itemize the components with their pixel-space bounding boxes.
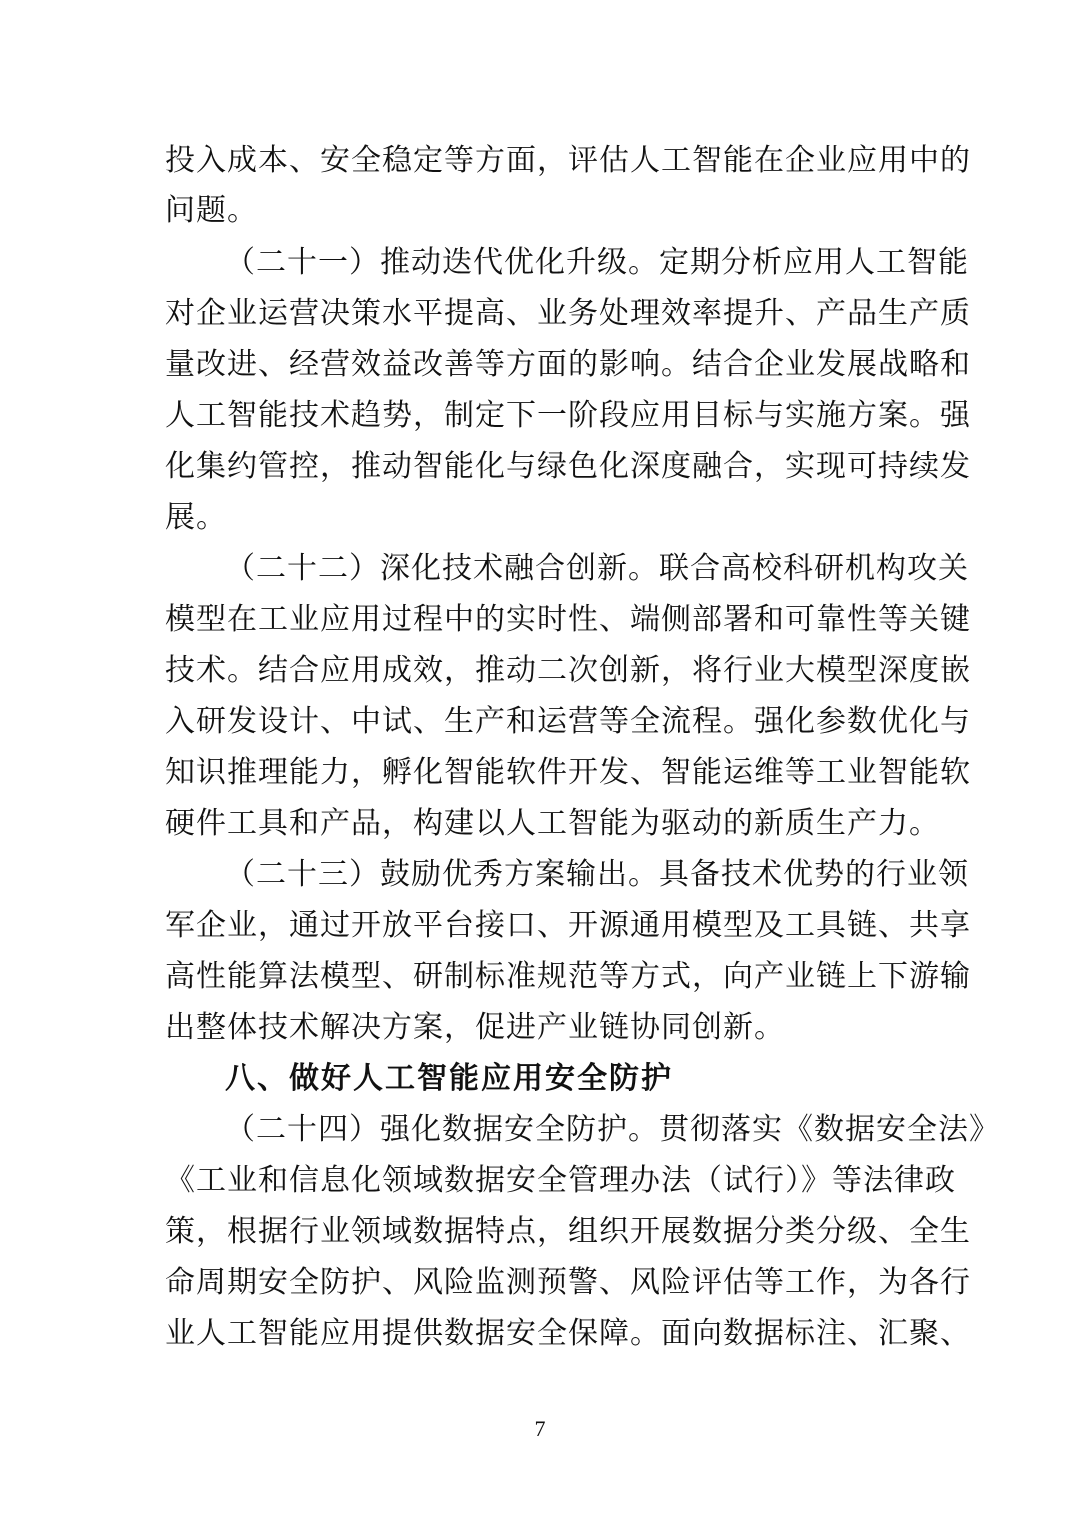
text-line: 硬件工具和产品，构建以人工智能为驱动的新质生产力。: [165, 806, 940, 841]
text-line: 高性能算法模型、研制标准规范等方式，向产业链上下游输: [165, 959, 971, 994]
text-line: 技术。结合应用成效，推动二次创新，将行业大模型深度嵌: [165, 653, 971, 688]
paragraph-first-line: （二十四）强化数据安全防护。贯彻落实《数据安全法》: [225, 1112, 1000, 1147]
text-line: 投入成本、安全稳定等方面，评估人工智能在企业应用中的: [165, 143, 971, 178]
text-line: 入研发设计、中试、生产和运营等全流程。强化参数优化与: [165, 704, 971, 739]
text-line: 人工智能技术趋势，制定下一阶段应用目标与实施方案。强: [165, 398, 971, 433]
text-line: 知识推理能力，孵化智能软件开发、智能运维等工业智能软: [165, 755, 971, 790]
text-line: 问题。: [165, 193, 258, 228]
text-line: 量改进、经营效益改善等方面的影响。结合企业发展战略和: [165, 347, 971, 382]
text-line: 业人工智能应用提供数据安全保障。面向数据标注、汇聚、: [165, 1316, 971, 1351]
text-line: 军企业，通过开放平台接口、开源通用模型及工具链、共享: [165, 908, 971, 943]
paragraph-first-line: （二十二）深化技术融合创新。联合高校科研机构攻关: [225, 551, 969, 586]
text-line: 化集约管控，推动智能化与绿色化深度融合，实现可持续发: [165, 449, 971, 484]
text-line: 模型在工业应用过程中的实时性、端侧部署和可靠性等关键: [165, 602, 971, 637]
section-heading: 八、做好人工智能应用安全防护: [225, 1061, 673, 1096]
text-line: 策，根据行业领域数据特点，组织开展数据分类分级、全生: [165, 1214, 971, 1249]
text-line: 出整体技术解决方案，促进产业链协同创新。: [165, 1010, 785, 1045]
text-line: 《工业和信息化领域数据安全管理办法（试行）》等法律政: [165, 1163, 956, 1198]
text-line: 对企业运营决策水平提高、业务处理效率提升、产品生产质: [165, 296, 971, 331]
page-number: 7: [534, 1416, 546, 1441]
text-line: 展。: [165, 500, 227, 535]
paragraph-first-line: （二十一）推动迭代优化升级。定期分析应用人工智能: [225, 245, 969, 280]
text-line: 命周期安全防护、风险监测预警、风险评估等工作，为各行: [165, 1265, 971, 1300]
paragraph-first-line: （二十三）鼓励优秀方案输出。具备技术优势的行业领: [225, 857, 969, 892]
